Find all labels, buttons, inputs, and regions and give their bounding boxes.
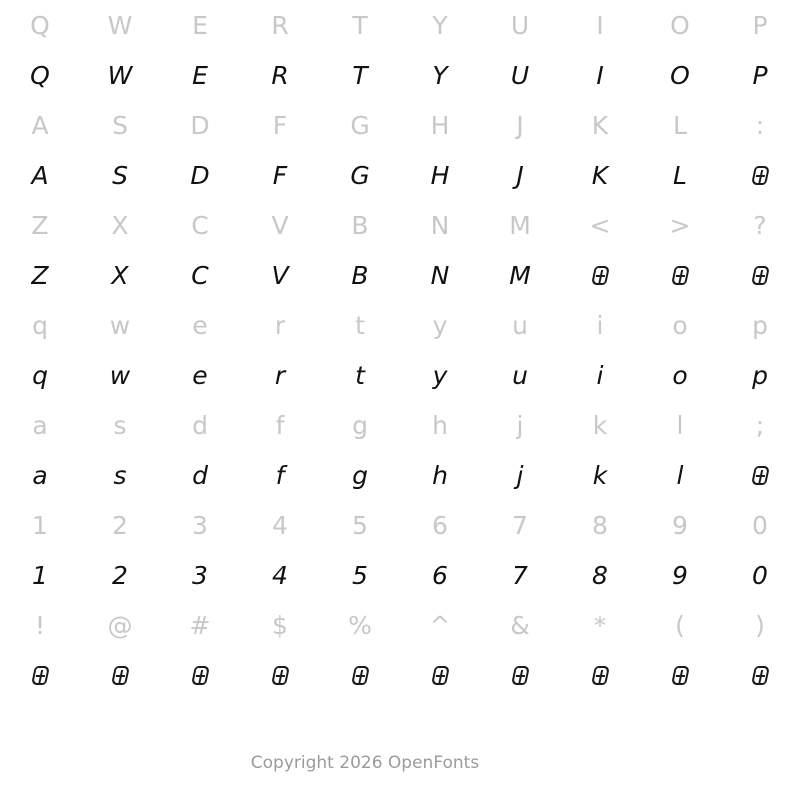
glyph-key-label: ? (753, 210, 767, 240)
glyph-sample: N (430, 260, 450, 290)
glyph-key-label: : (755, 110, 765, 140)
glyph-sample: V (271, 260, 289, 290)
glyph-sample: 8 (592, 560, 608, 590)
glyph-key-label: 9 (672, 510, 688, 540)
glyph-key-label: q (32, 310, 48, 340)
notdef-box-icon (670, 266, 689, 285)
glyph-key-label: % (348, 610, 372, 640)
glyph-sample: s (113, 460, 127, 490)
glyph-key-label: E (192, 10, 208, 40)
glyph-key-label: 2 (112, 510, 128, 540)
glyph-key-label: r (274, 310, 286, 340)
glyph-key-label: W (107, 10, 133, 40)
glyph-sample: P (752, 60, 768, 90)
glyph-key-label: K (591, 110, 609, 140)
notdef-glyph-icon (0, 650, 80, 700)
glyph-key-label: p (752, 310, 768, 340)
glyph-key-label: h (432, 410, 448, 440)
notdef-glyph-icon (720, 250, 800, 300)
glyph-sample: Y (432, 60, 448, 90)
glyph-sample: F (272, 160, 288, 190)
glyph-sample: u (512, 360, 528, 390)
glyph-key-label: a (32, 410, 48, 440)
glyph-key-label: g (352, 410, 368, 440)
notdef-glyph-icon (720, 450, 800, 500)
glyph-key-label: 5 (352, 510, 368, 540)
glyph-sample: l (676, 460, 684, 490)
notdef-box-icon (590, 666, 609, 685)
glyph-key-label: F (272, 110, 288, 140)
notdef-glyph-icon (720, 150, 800, 200)
glyph-sample: o (672, 360, 688, 390)
glyph-key-label: D (190, 110, 210, 140)
glyph-sample: U (510, 60, 530, 90)
glyph-key-label: G (350, 110, 370, 140)
glyph-sample: 9 (672, 560, 688, 590)
glyph-key-label: i (596, 310, 604, 340)
glyph-sample: 0 (752, 560, 768, 590)
notdef-box-icon (190, 666, 209, 685)
glyph-key-label: H (430, 110, 450, 140)
glyph-key-label: 1 (32, 510, 48, 540)
glyph-key-label: 7 (512, 510, 528, 540)
glyph-key-label: # (189, 610, 211, 640)
notdef-box-icon (750, 266, 769, 285)
glyph-key-label: & (510, 610, 530, 640)
glyph-sample: O (670, 60, 690, 90)
glyph-key-label: X (111, 210, 129, 240)
glyph-key-label: ) (755, 610, 765, 640)
glyph-sample: L (673, 160, 687, 190)
glyph-key-label: l (676, 410, 684, 440)
glyph-key-label: u (512, 310, 528, 340)
glyph-sample: H (430, 160, 450, 190)
notdef-glyph-icon (720, 650, 800, 700)
notdef-glyph-icon (560, 250, 640, 300)
notdef-box-icon (510, 666, 529, 685)
glyph-key-label: w (109, 310, 131, 340)
glyph-key-label: y (432, 310, 448, 340)
glyph-sample: Q (30, 60, 50, 90)
glyph-key-label: Y (432, 10, 448, 40)
notdef-box-icon (590, 266, 609, 285)
glyph-sample: I (596, 60, 604, 90)
glyph-sample: E (192, 60, 208, 90)
notdef-glyph-icon (640, 250, 720, 300)
glyph-sample: p (752, 360, 768, 390)
glyph-key-label: I (596, 10, 604, 40)
glyph-key-label: R (271, 10, 289, 40)
glyph-sample: r (274, 360, 286, 390)
glyph-sample: t (355, 360, 365, 390)
glyph-key-label: o (672, 310, 688, 340)
glyph-key-label: 3 (192, 510, 208, 540)
glyph-key-label: f (275, 410, 285, 440)
glyph-sample: Z (31, 260, 49, 290)
glyph-key-label: ( (675, 610, 685, 640)
glyph-sample: k (592, 460, 608, 490)
glyph-key-label: d (192, 410, 208, 440)
glyph-key-label: Z (31, 210, 49, 240)
glyph-sample: K (591, 160, 609, 190)
glyph-sample: i (596, 360, 604, 390)
notdef-glyph-icon (400, 650, 480, 700)
glyph-key-label: 6 (432, 510, 448, 540)
glyph-key-label: O (670, 10, 690, 40)
glyph-key-label: J (516, 110, 524, 140)
glyph-sample: j (516, 460, 524, 490)
glyph-sample: q (32, 360, 48, 390)
glyph-sample: h (432, 460, 448, 490)
glyph-key-label: S (112, 110, 128, 140)
glyph-key-label: ^ (429, 610, 451, 640)
glyph-sample: 7 (512, 560, 528, 590)
glyph-sample: a (32, 460, 48, 490)
glyph-key-label: ! (34, 610, 46, 640)
glyph-sample: C (191, 260, 209, 290)
glyph-sample: g (352, 460, 368, 490)
glyph-key-label: T (352, 10, 368, 40)
copyright-notice: Copyright 2026 OpenFonts (250, 753, 480, 773)
notdef-box-icon (430, 666, 449, 685)
glyph-sample: 3 (192, 560, 208, 590)
glyph-sample: W (107, 60, 133, 90)
glyph-key-label: @ (107, 610, 133, 640)
glyph-key-label: 0 (752, 510, 768, 540)
notdef-glyph-icon (80, 650, 160, 700)
notdef-box-icon (750, 466, 769, 485)
glyph-key-label: < (589, 210, 611, 240)
glyph-key-label: L (673, 110, 687, 140)
notdef-glyph-icon (480, 650, 560, 700)
notdef-glyph-icon (640, 650, 720, 700)
notdef-box-icon (110, 666, 129, 685)
glyph-sample: 1 (32, 560, 48, 590)
glyph-sample: 6 (432, 560, 448, 590)
notdef-glyph-icon (160, 650, 240, 700)
glyph-key-label: t (355, 310, 365, 340)
notdef-glyph-icon (320, 650, 400, 700)
glyph-sample: w (109, 360, 131, 390)
glyph-sample: X (111, 260, 129, 290)
glyph-sample: D (190, 160, 210, 190)
glyph-key-label: B (351, 210, 369, 240)
glyph-key-label: e (192, 310, 208, 340)
notdef-box-icon (750, 166, 769, 185)
glyph-sample: d (192, 460, 208, 490)
notdef-glyph-icon (240, 650, 320, 700)
glyph-key-label: A (31, 110, 49, 140)
glyph-sample: 5 (352, 560, 368, 590)
glyph-sample: S (112, 160, 128, 190)
glyph-sample: A (31, 160, 49, 190)
glyph-sample: B (351, 260, 369, 290)
notdef-box-icon (670, 666, 689, 685)
glyph-key-label: $ (272, 610, 288, 640)
glyph-key-label: k (592, 410, 608, 440)
glyph-key-label: > (669, 210, 691, 240)
glyph-key-label: j (516, 410, 524, 440)
glyph-sample: y (432, 360, 448, 390)
glyph-key-label: U (510, 10, 530, 40)
glyph-key-label: C (191, 210, 209, 240)
notdef-box-icon (750, 666, 769, 685)
glyph-sample: G (350, 160, 370, 190)
notdef-box-icon (270, 666, 289, 685)
notdef-box-icon (30, 666, 49, 685)
glyph-sample: M (509, 260, 531, 290)
glyph-key-label: 8 (592, 510, 608, 540)
notdef-glyph-icon (560, 650, 640, 700)
glyph-key-label: M (509, 210, 531, 240)
glyph-key-label: Q (30, 10, 50, 40)
glyph-sample: 2 (112, 560, 128, 590)
glyph-key-label: V (271, 210, 289, 240)
glyph-key-label: N (430, 210, 450, 240)
glyph-sample: e (192, 360, 208, 390)
glyph-key-label: * (593, 610, 607, 640)
glyph-sample: 4 (272, 560, 288, 590)
notdef-box-icon (350, 666, 369, 685)
glyph-key-label: P (752, 10, 768, 40)
glyph-sample: f (275, 460, 285, 490)
glyph-key-label: ; (755, 410, 765, 440)
glyph-sample: R (271, 60, 289, 90)
glyph-key-label: s (113, 410, 127, 440)
glyph-sample: J (516, 160, 524, 190)
glyph-sample: T (352, 60, 368, 90)
glyph-key-label: 4 (272, 510, 288, 540)
